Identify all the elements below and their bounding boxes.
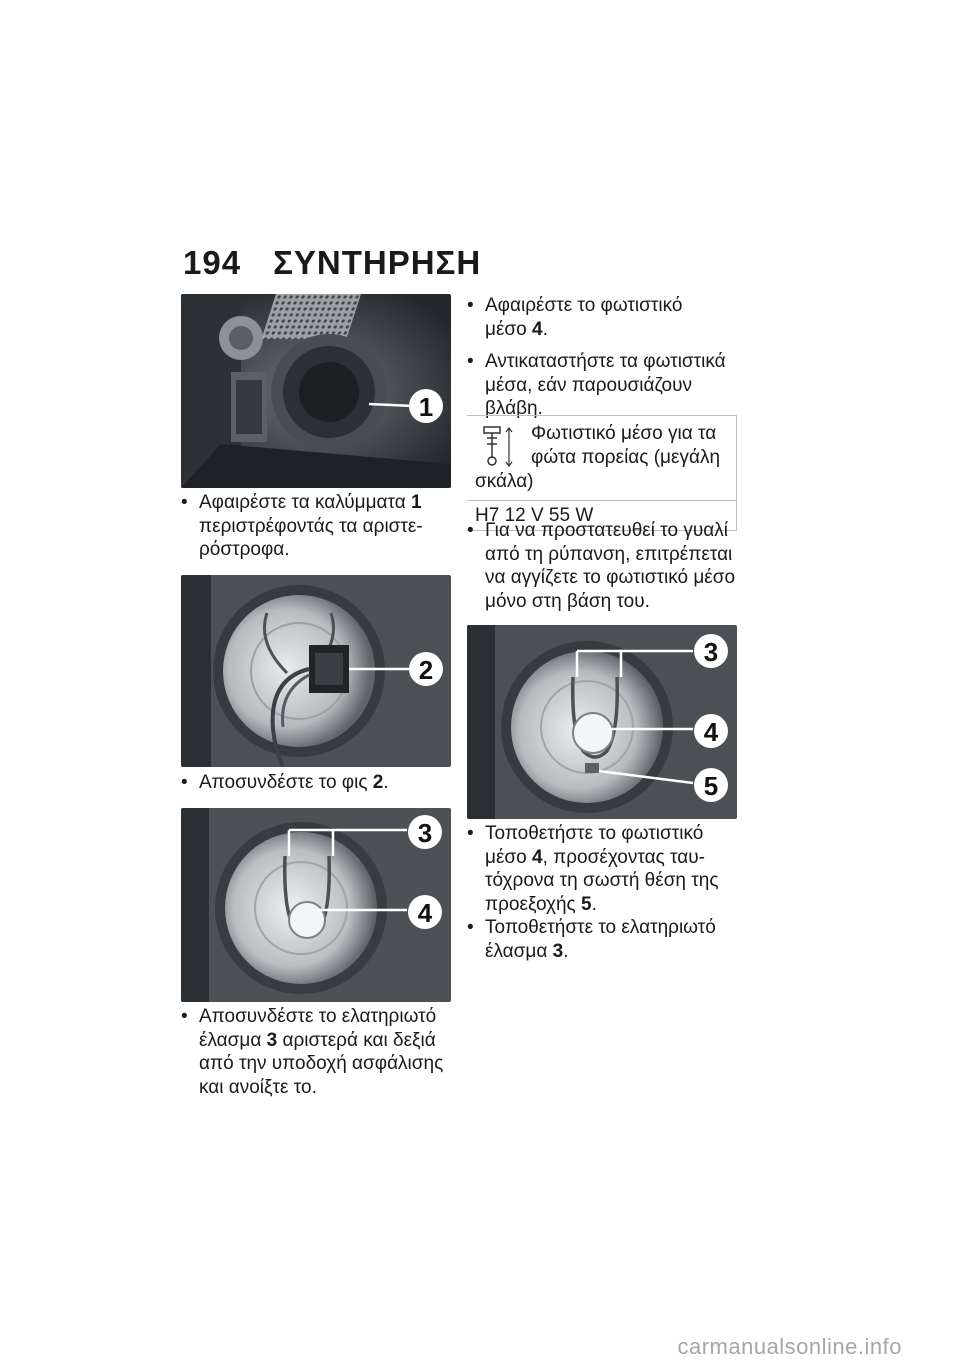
steps-remove-replace: [461, 294, 746, 421]
bulb-icon: [481, 424, 521, 470]
list-item: • Αφαιρέστε το φωτιστικό μέσο 4.: [467, 295, 683, 340]
bullet-mark: •: [467, 351, 474, 372]
photo-bulb-installed: [467, 625, 737, 819]
callout-1: 1: [418, 392, 434, 422]
step-remove-covers: [175, 491, 460, 562]
bullet-mark: •: [467, 917, 474, 938]
bulb-spec-table: [467, 415, 737, 531]
footer-watermark: carmanualsonline.info: [677, 1334, 902, 1359]
callout-3: 3: [417, 818, 433, 848]
list-item: • Τοποθετήστε το ελατηριωτό έλασμα 3.: [467, 917, 716, 962]
ref-number: 4: [532, 318, 543, 340]
photo-connector: [181, 575, 451, 767]
ref-number: 4: [532, 846, 543, 868]
callout-5: 5: [703, 771, 719, 801]
step-release-spring-clip: [175, 1005, 460, 1099]
ref-number: 1: [411, 492, 422, 513]
spec-value: H7 12 V 55 W: [467, 501, 737, 531]
list-item: • Αποσυνδέστε το ελατηριωτό έλασμα 3 αριστερά και δεξιά από την υποδοχή ασφάλισης και ανοίξτε το.: [181, 1006, 444, 1098]
step-avoid-touching-glass: [461, 519, 751, 613]
steps-install: [461, 822, 751, 963]
ref-number: 2: [372, 772, 384, 793]
callout-4: 4: [703, 717, 719, 747]
step-disconnect-plug: [175, 771, 460, 795]
bullet-mark: •: [467, 823, 474, 844]
section-title: ΣΥΝΤΗΡΗΣΗ: [273, 244, 482, 281]
photo-spring-clip: [181, 808, 451, 1002]
list-item: • Αφαιρέστε τα καλύμματα 1 περιστρέφοντάς τα αριστε- ρόστροφα.: [181, 492, 423, 560]
list-item: • Τοποθετήστε το φωτιστικό μέσο 4, προσέχοντας ταυ- τόχρονα τη σωστή θέση της προεξοχής 5.: [467, 823, 719, 915]
callout-3: 3: [703, 637, 719, 667]
ref-number: 3: [266, 1029, 278, 1051]
callout-4: 4: [417, 898, 433, 928]
list-item: • Αντικαταστήστε τα φωτιστικά μέσα, εάν παρουσιάζουν βλάβη.: [467, 351, 726, 419]
spec-description: Φωτιστικό μέσο για τα φώτα πορείας (μεγάλη σκάλα): [467, 416, 737, 501]
bullet-mark: •: [467, 295, 474, 316]
bullet-mark: •: [181, 772, 188, 793]
photo-headlight-cover: [181, 294, 451, 488]
list-item: • Αποσυνδέστε το φις 2.: [181, 772, 389, 793]
ref-number: 5: [580, 893, 592, 915]
list-item: • Για να προστατευθεί το γυαλί από τη ρύπανση, επιτρέπεται να αγγίζετε το φωτιστικό μέσο μόνο στη βάση του.: [467, 520, 736, 612]
bullet-mark: •: [181, 492, 188, 513]
ref-number: 3: [552, 940, 564, 962]
bullet-mark: •: [467, 520, 474, 541]
page-header: [183, 244, 481, 282]
page-number: 194: [183, 244, 242, 281]
bullet-mark: •: [181, 1006, 188, 1027]
callout-2: 2: [418, 655, 434, 685]
